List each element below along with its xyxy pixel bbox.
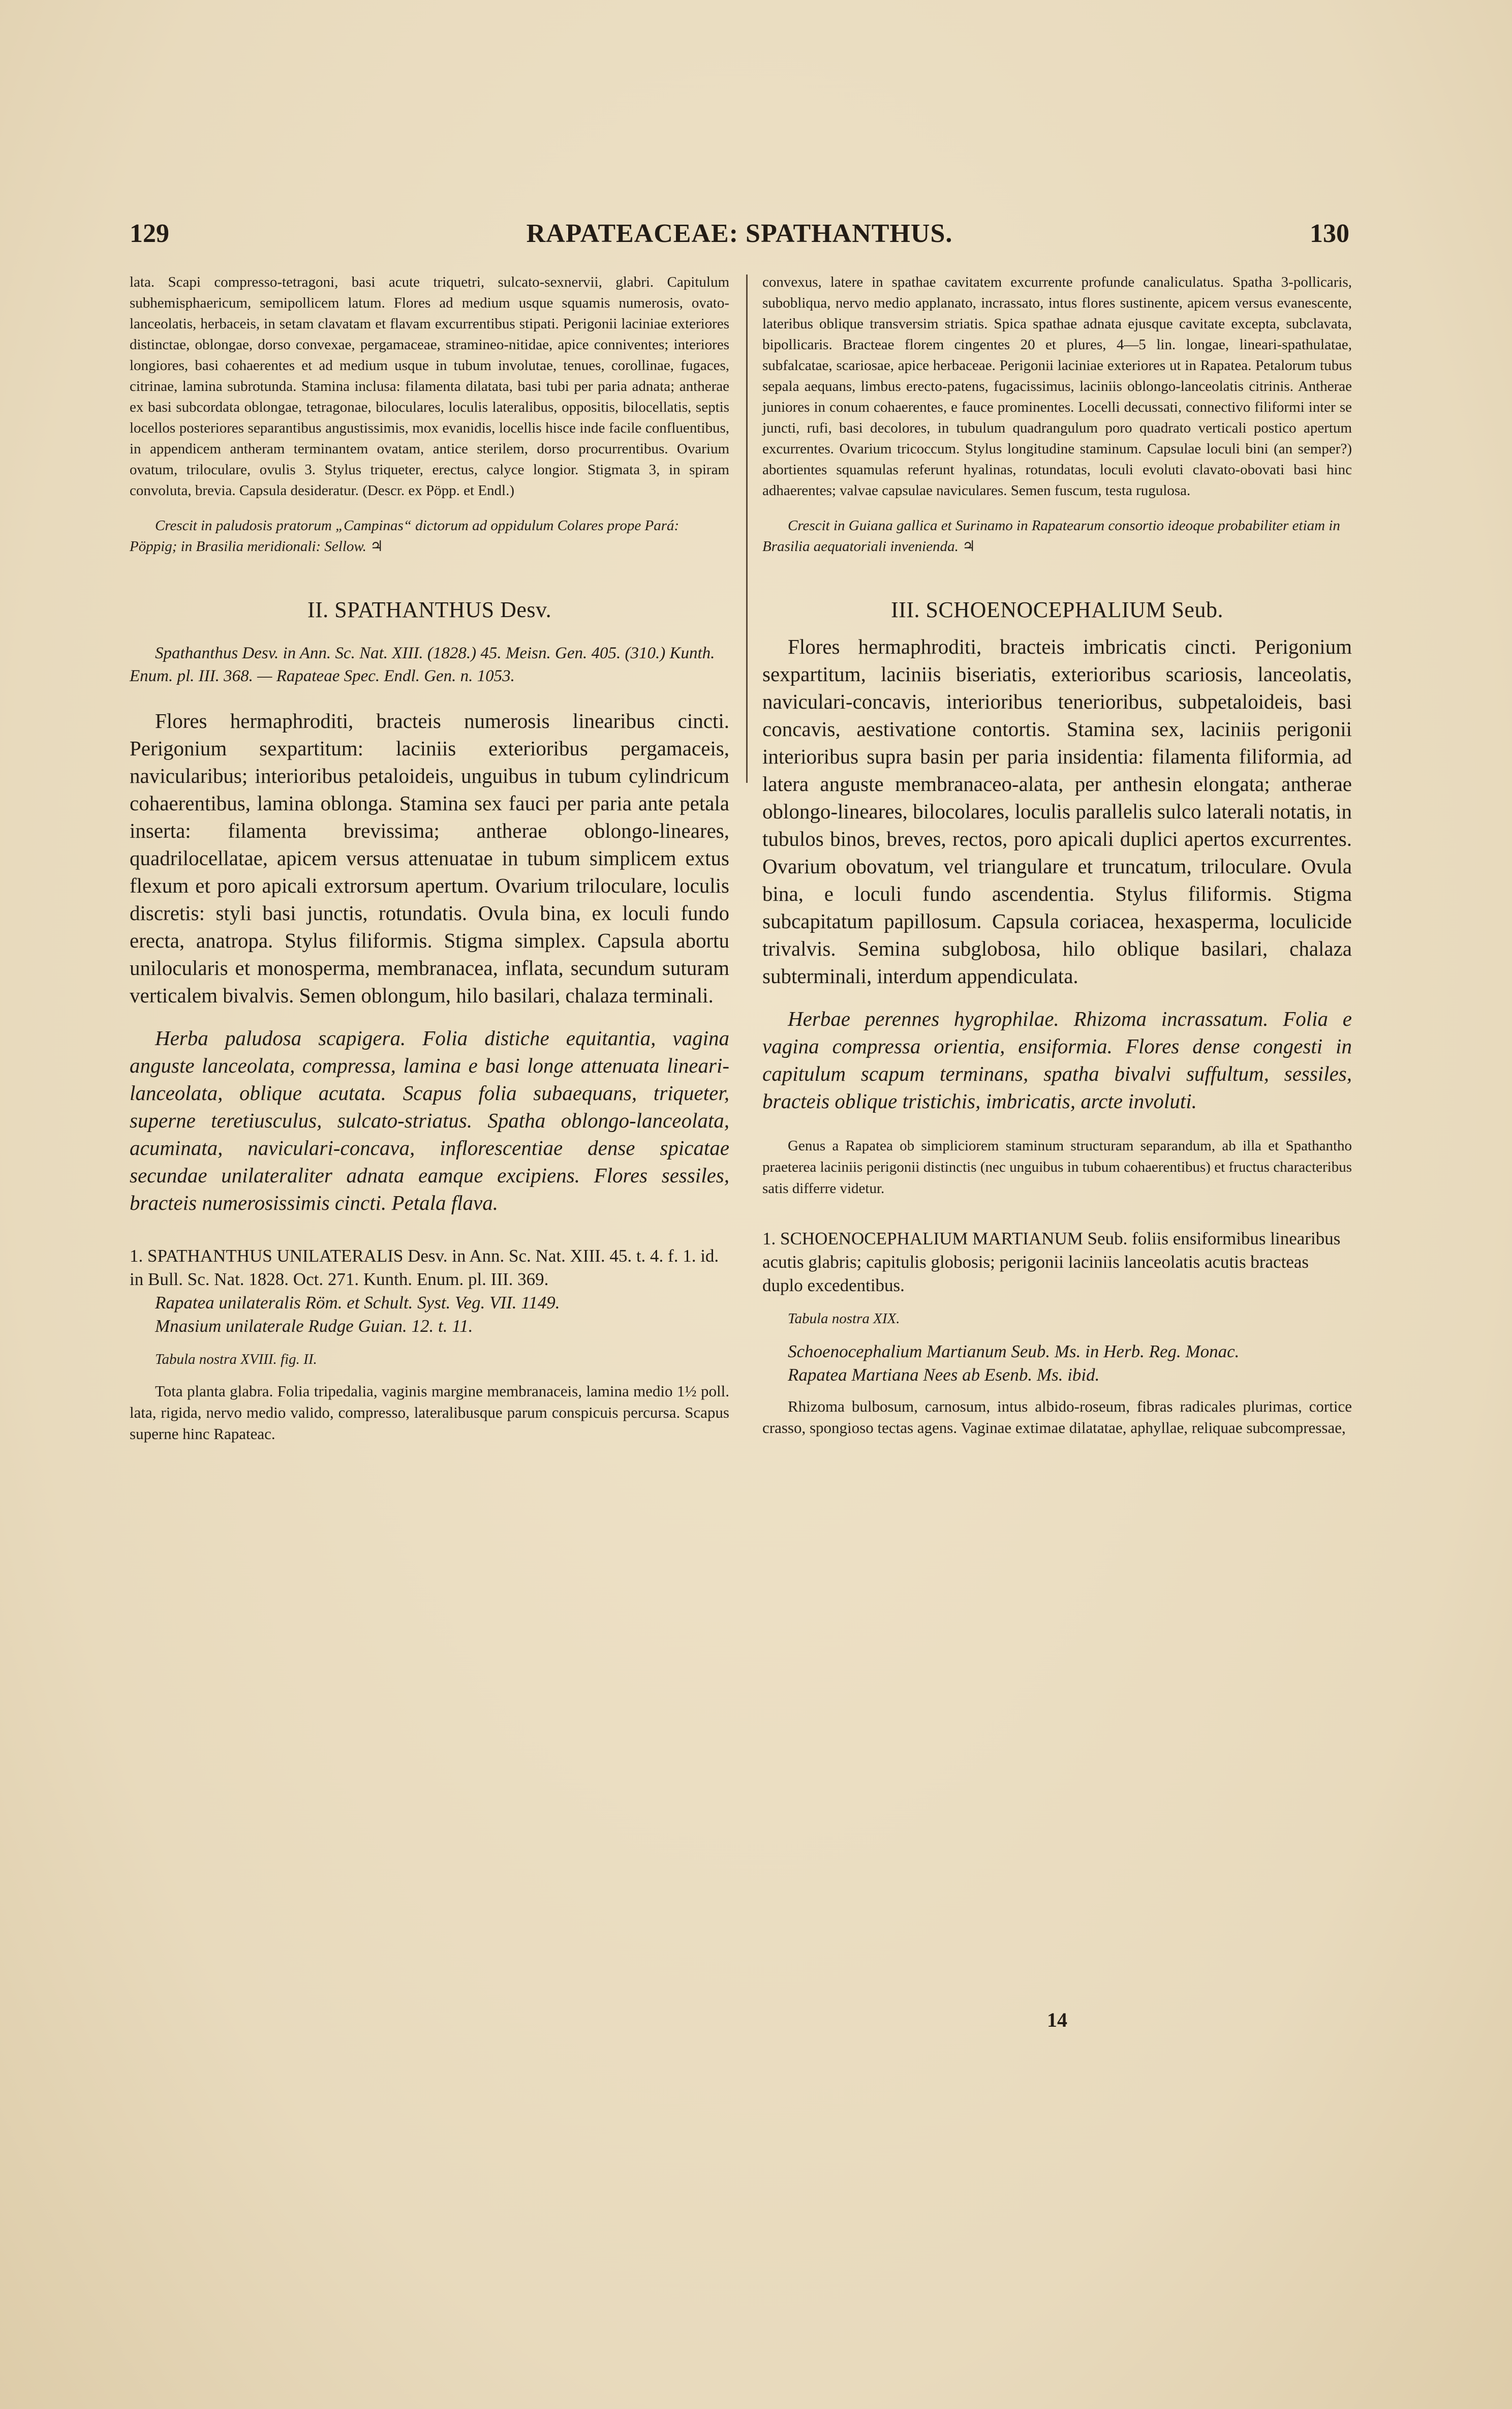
species-heading: 1. SPATHANTHUS UNILATERALIS Desv. in Ann. Sc. Nat. XIII. 45. t. 4. f. 1. id. in Bull. Sc. Nat. 1828. Oct. 271. Kunth. Enum. pl. III. 369. [130, 1246, 719, 1289]
page-number-left: 129 [130, 219, 169, 248]
genus-habit: Herbae perennes hygrophilae. Rhizoma incrassatum. Folia e vagina compressa orientia, ensiformia. Flores dense congesti in capitulum scapum terminans, spatha bivalvi suffultum, sessiles, bracteis oblique tristichis, imbricatis, arcte involuti. [762, 1007, 1352, 1113]
species-description: Rhizoma bulbosum, carnosum, intus albido-roseum, fibras radicales plurimas, cortice crasso, spongioso tectas agens. Vaginae extimae dilatatae, aphyllae, reliquae subcompressae, [762, 1397, 1352, 1437]
genus-description: Flores hermaphroditi, bracteis imbricatis cincti. Perigonium sexpartitum, laciniis biseriatis, exterioribus scariosis, lanceolatis, naviculari-concavis, interioribus tenerioribus, subpetaloideis, basi concavis, aestivatione contortis. Stamina sex, laciniis perigonii interioribus supra basin per paria insidentia: filamenta filiformia, ad latera anguste membranaceo-alata, per anthesin elongata; antherae oblongo-lineares, bilocolares, loculis parallelis sulco laterali notatis, in tubulos binos, breves, rectos, poro apicali duplici apertos excurrentes. Ovarium obovatum, vel triangulare et truncatum, triloculare. Ovula bina, e loculi fundo ascendentia. Stylus filiformis. Stigma subcapitatum papillosum. Capsula coriacea, hexasperma, loculicide trivalvis. Semina subglobosa, hilo oblique basilari, chalaza subterminali, interdum appendiculata. [762, 635, 1352, 988]
species-description: Tota planta glabra. Folia tripedalia, vaginis margine membranaceis, lamina medio 1½ poll. lata, rigida, nervo medio valido, compresso, lateralibusque parum conspicuis percursa. Scapus superne hinc Rapateac. [130, 1382, 729, 1443]
genus-note: Genus a Rapatea ob simpliciorem staminum structuram separandum, ab illa et Spathantho praeterea laciniis perigonii distinctis (nec unguibus in tubum cohaerentibus) et fructus characteribus satis differre videtur. [762, 1138, 1352, 1197]
synonym: Rapatea unilateralis Röm. et Schult. Syst. Veg. VII. 1149. [155, 1293, 560, 1313]
genus-heading: III. SCHOENOCEPHALIUM Seub. [891, 597, 1223, 622]
continued-description: convexus, latere in spathae cavitatem excurrente profunde canaliculatus. Spatha 3-pollicaris, subobliqua, nervo medio applanato, incrassato, intus flores sustinente, apicem versus evanescente, lateribus oblique transversim striatis. Spica spathae adnata ejusque cavitate excepta, subclavata, bipollicaris. Bracteae florem cingentes 20 et plures, 4—5 lin. longae, lineari-spathulatae, subfalcatae, scariosae, apice herbaceae. Perigonii laciniae exteriores ut in Rapatea. Petalorum tubus sepala aequans, limbus erecto-patens, fugacissimus, laciniis oblongo-lanceolatis citrinis. Antherae juniores in conum cohaerentes, e fauce prominentes. Locelli decussati, connectivo filiformi inter se juncti, rufi, basi decolores, in tubulum quadrangulum poro quadrato verticali postico apertum excurrentes. Ovarium tricoccum. Stylus longitudine staminum. Capsulae loculi bini (an semper?) abortientes squamulas referunt hyalinas, rotundatas, loculi evoluti clavato-obovati basi hinc adhaerentes; valvae capsulae naviculares. Semen fuscum, testa rugulosa. [762, 274, 1352, 499]
synonym: Rapatea Martiana Nees ab Esenb. Ms. ibid. [788, 1365, 1100, 1385]
left-column [130, 272, 729, 1445]
page-number-right: 130 [1310, 219, 1349, 248]
genus-description: Flores hermaphroditi, bracteis numerosis linearibus cincti. Perigonium sexpartitum: laciniis exterioribus pergamaceis, navicularibus; interioribus petaloideis, unguibus in tubum cylindricum cohaerentibus, lamina oblonga. Stamina sex fauci per paria ante petala inserta: filamenta brevissima; antherae oblongo-lineares, quadrilocellatae, apicem versus attenuatae in tubum simplicem extus flexum et poro apicali extrorsum apertum. Ovarium triloculare, loculis discretis: styli basi junctis, rotundatis. Ovula bina, ex loculi fundo erecta, anatropa. Stylus filiformis. Stigma simplex. Capsula abortu unilocularis et monosperma, membranacea, inflata, secundum suturam verticalem bivalvis. Semen oblongum, hilo basilari, chalaza terminali. [130, 709, 729, 1007]
genus-habit: Herba paludosa scapigera. Folia distiche equitantia, vagina anguste lanceolata, compressa, lamina e basi longe attenuata lineari-lanceolata, oblique acutata. Scapus folia subaequans, triqueter, superne teretiusculus, sulcato-striatus. Spatha oblongo-lanceolata, acuminata, naviculari-concava, inflorescentiae dense spicatae secundae unilateraliter adnata eamque excipiens. Flores sessiles, bracteis numerosissimis cincti. Petala flava. [130, 1026, 729, 1214]
plate-reference: Tabula nostra XVIII. fig. II. [155, 1351, 317, 1367]
genus-references: Spathanthus Desv. in Ann. Sc. Nat. XIII. (1828.) 45. Meisn. Gen. 405. (310.) Kunth. Enum. pl. III. 368. — Rapateae Spec. Endl. Gen. n. 1053. [130, 644, 715, 685]
synonym: Mnasium unilaterale Rudge Guian. 12. t. 11. [155, 1316, 473, 1336]
continued-description: lata. Scapi compresso-tetragoni, basi acute triquetri, sulcato-sexnervii, glabri. Capitulum subhemisphaericum, semipollicem latum. Flores ad medium usque squamis numerosis, ovato-lanceolatis, herbaceis, in setam clavatam et flavam excurrentibus stipati. Perigonii laciniae exteriores distinctae, oblongae, dorso convexae, pergamaceae, stramineo-nitidae, apice conniventes; interiores longiores, basi cohaerentes et ad medium usque in tubum involutae, tenues, corollinae, fugaces, citrinae, lamina subrotunda. Stamina inclusa: filamenta dilatata, basi tubi per paria adnata; antherae ex basi subcordata oblongae, tetragonae, biloculares, loculis lateralibus, oppositis, bilocellatis, septis locellos posteriores separantibus angustissimis, mox evanidis, locellis hisce inde facile confluentibus, in appendicem antheram terminantem ovatam, antice sterilem, dorso procurrentibus. Ovarium ovatum, triloculare, ovulis 3. Stylus triqueter, erectus, calyce longior. Stigmata 3, in spiram convoluta, brevia. Capsula desideratur. (Descr. ex Pöpp. et Endl.) [130, 274, 729, 499]
column-divider [746, 275, 748, 783]
plate-reference: Tabula nostra XIX. [788, 1310, 900, 1327]
habitat-note: Crescit in Guiana gallica et Surinamo in Rapatearum consortio ideoque probabiliter etiam in Brasilia aequatoriali invenienda. ♃ [762, 517, 1340, 555]
species-heading: 1. SCHOENOCEPHALIUM MARTIANUM Seub. foliis ensiformibus linearibus acutis glabris; capitulis globosis; perigonii laciniis lanceolatis acutis bracteas duplo excedentibus. [762, 1229, 1341, 1295]
signature-mark: 14 [1047, 2008, 1067, 2031]
genus-heading: II. SPATHANTHUS Desv. [307, 597, 552, 622]
synonym: Schoenocephalium Martianum Seub. Ms. in Herb. Reg. Monac. [788, 1341, 1240, 1361]
page-header [130, 219, 1349, 259]
habitat-note: Crescit in paludosis pratorum „Campinas“ dictorum ad oppidulum Colares prope Pará: Pöppig; in Brasilia meridionali: Sellow. ♃ [130, 517, 680, 555]
running-title: RAPATEACEAE: SPATHANTHUS. [526, 219, 953, 248]
right-column [762, 272, 1352, 1439]
